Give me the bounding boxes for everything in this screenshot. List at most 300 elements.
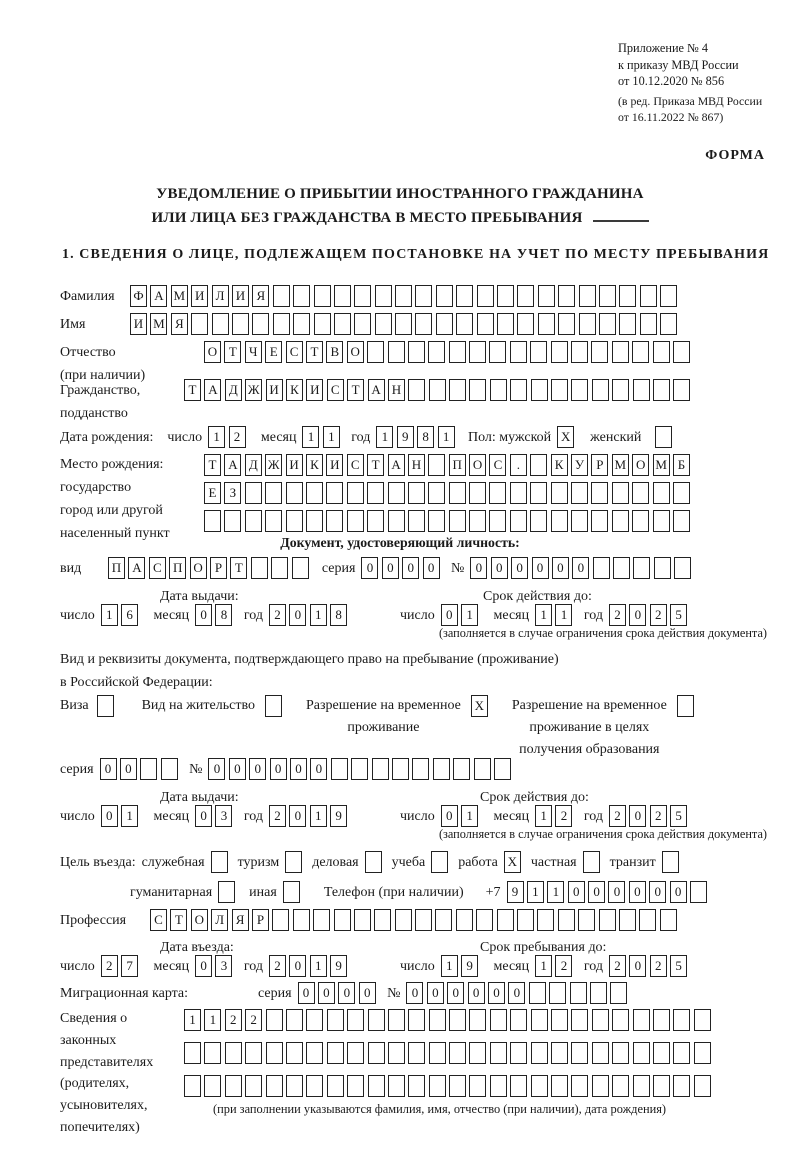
char-cell[interactable]	[673, 1075, 690, 1097]
char-cell[interactable]: А	[368, 379, 385, 401]
char-cell[interactable]	[313, 909, 330, 931]
char-cell[interactable]	[673, 510, 690, 532]
char-cell[interactable]: А	[128, 557, 145, 579]
char-cell[interactable]	[591, 482, 608, 504]
char-cell[interactable]: 0	[588, 881, 605, 903]
char-cell[interactable]	[653, 1009, 670, 1031]
char-cell[interactable]: 1	[441, 955, 458, 977]
char-cell[interactable]	[388, 510, 405, 532]
char-cell[interactable]: 0	[195, 805, 212, 827]
char-cell[interactable]	[579, 313, 596, 335]
char-cell[interactable]	[477, 313, 494, 335]
char-cell[interactable]	[408, 1042, 425, 1064]
char-cell[interactable]	[428, 510, 445, 532]
char-cell[interactable]: 0	[488, 982, 505, 1004]
char-cell[interactable]: 0	[270, 758, 287, 780]
char-cell[interactable]	[510, 1009, 527, 1031]
char-cell[interactable]	[140, 758, 157, 780]
char-cell[interactable]: З	[224, 482, 241, 504]
char-cell[interactable]	[469, 1075, 486, 1097]
char-cell[interactable]	[571, 379, 588, 401]
char-cell[interactable]: 0	[629, 805, 646, 827]
char-cell[interactable]	[591, 341, 608, 363]
residence-permit-checkbox[interactable]	[265, 695, 282, 717]
char-cell[interactable]	[273, 285, 290, 307]
char-cell[interactable]	[306, 1075, 323, 1097]
char-cell[interactable]: 9	[397, 426, 414, 448]
char-cell[interactable]: Я	[232, 909, 249, 931]
char-cell[interactable]	[191, 313, 208, 335]
char-cell[interactable]	[610, 982, 627, 1004]
char-cell[interactable]	[510, 341, 527, 363]
char-cell[interactable]: Р	[252, 909, 269, 931]
char-cell[interactable]: О	[191, 909, 208, 931]
char-cell[interactable]	[632, 510, 649, 532]
char-cell[interactable]: С	[286, 341, 303, 363]
char-cell[interactable]	[690, 881, 707, 903]
char-cell[interactable]: 0	[470, 557, 487, 579]
char-cell[interactable]: Д	[225, 379, 242, 401]
char-cell[interactable]: 2	[269, 805, 286, 827]
char-cell[interactable]	[551, 379, 568, 401]
char-cell[interactable]	[489, 482, 506, 504]
char-cell[interactable]	[372, 758, 389, 780]
char-cell[interactable]	[334, 909, 351, 931]
char-cell[interactable]	[558, 285, 575, 307]
char-cell[interactable]	[375, 285, 392, 307]
char-cell[interactable]	[653, 1075, 670, 1097]
char-cell[interactable]: А	[388, 454, 405, 476]
char-cell[interactable]: 0	[568, 881, 585, 903]
char-cell[interactable]: 0	[511, 557, 528, 579]
char-cell[interactable]	[327, 1042, 344, 1064]
char-cell[interactable]	[204, 510, 221, 532]
char-cell[interactable]: Р	[591, 454, 608, 476]
char-cell[interactable]	[326, 510, 343, 532]
char-cell[interactable]	[374, 909, 391, 931]
char-cell[interactable]	[334, 313, 351, 335]
char-cell[interactable]	[578, 909, 595, 931]
char-cell[interactable]: 8	[330, 604, 347, 626]
char-cell[interactable]	[375, 313, 392, 335]
visa-checkbox[interactable]	[97, 695, 114, 717]
char-cell[interactable]: А	[204, 379, 221, 401]
char-cell[interactable]: Н	[388, 379, 405, 401]
char-cell[interactable]: Т	[306, 341, 323, 363]
char-cell[interactable]	[551, 1075, 568, 1097]
char-cell[interactable]	[184, 1042, 201, 1064]
char-cell[interactable]	[286, 510, 303, 532]
char-cell[interactable]	[653, 510, 670, 532]
char-cell[interactable]: 5	[670, 604, 687, 626]
char-cell[interactable]	[245, 482, 262, 504]
edu-permit-checkbox[interactable]	[677, 695, 694, 717]
char-cell[interactable]	[490, 1042, 507, 1064]
char-cell[interactable]: 1	[184, 1009, 201, 1031]
char-cell[interactable]	[435, 909, 452, 931]
char-cell[interactable]	[306, 482, 323, 504]
char-cell[interactable]	[266, 1009, 283, 1031]
char-cell[interactable]: 0	[491, 557, 508, 579]
char-cell[interactable]: 0	[100, 758, 117, 780]
char-cell[interactable]: Т	[224, 341, 241, 363]
char-cell[interactable]	[306, 510, 323, 532]
char-cell[interactable]	[476, 909, 493, 931]
char-cell[interactable]: И	[266, 379, 283, 401]
char-cell[interactable]	[293, 909, 310, 931]
char-cell[interactable]: .	[510, 454, 527, 476]
char-cell[interactable]	[654, 557, 671, 579]
char-cell[interactable]	[619, 313, 636, 335]
char-cell[interactable]	[429, 379, 446, 401]
char-cell[interactable]: 2	[229, 426, 246, 448]
char-cell[interactable]	[474, 758, 491, 780]
char-cell[interactable]: 6	[121, 604, 138, 626]
char-cell[interactable]	[612, 510, 629, 532]
char-cell[interactable]: А	[150, 285, 167, 307]
char-cell[interactable]	[367, 482, 384, 504]
char-cell[interactable]: 0	[629, 955, 646, 977]
char-cell[interactable]	[456, 285, 473, 307]
char-cell[interactable]	[673, 1042, 690, 1064]
char-cell[interactable]	[314, 285, 331, 307]
char-cell[interactable]	[347, 482, 364, 504]
char-cell[interactable]	[653, 482, 670, 504]
char-cell[interactable]	[449, 482, 466, 504]
char-cell[interactable]	[412, 758, 429, 780]
char-cell[interactable]	[612, 1009, 629, 1031]
char-cell[interactable]	[449, 379, 466, 401]
char-cell[interactable]	[161, 758, 178, 780]
char-cell[interactable]: С	[489, 454, 506, 476]
char-cell[interactable]: 0	[629, 881, 646, 903]
char-cell[interactable]: 0	[298, 982, 315, 1004]
char-cell[interactable]: В	[326, 341, 343, 363]
char-cell[interactable]: 9	[330, 805, 347, 827]
char-cell[interactable]: 0	[382, 557, 399, 579]
char-cell[interactable]	[612, 482, 629, 504]
char-cell[interactable]: И	[326, 454, 343, 476]
char-cell[interactable]	[204, 1042, 221, 1064]
char-cell[interactable]	[571, 341, 588, 363]
char-cell[interactable]: Ч	[245, 341, 262, 363]
char-cell[interactable]	[449, 510, 466, 532]
char-cell[interactable]: Т	[204, 454, 221, 476]
char-cell[interactable]	[570, 982, 587, 1004]
char-cell[interactable]	[633, 379, 650, 401]
char-cell[interactable]	[225, 1042, 242, 1064]
char-cell[interactable]: О	[190, 557, 207, 579]
char-cell[interactable]: У	[571, 454, 588, 476]
char-cell[interactable]: С	[150, 909, 167, 931]
char-cell[interactable]	[273, 313, 290, 335]
char-cell[interactable]: М	[150, 313, 167, 335]
char-cell[interactable]: П	[108, 557, 125, 579]
sex-female-checkbox[interactable]	[655, 426, 672, 448]
char-cell[interactable]	[326, 482, 343, 504]
char-cell[interactable]	[286, 482, 303, 504]
char-cell[interactable]	[306, 1009, 323, 1031]
char-cell[interactable]: К	[286, 379, 303, 401]
char-cell[interactable]	[266, 1075, 283, 1097]
char-cell[interactable]	[415, 313, 432, 335]
char-cell[interactable]	[469, 1009, 486, 1031]
char-cell[interactable]: 3	[215, 955, 232, 977]
char-cell[interactable]	[225, 1075, 242, 1097]
char-cell[interactable]	[408, 379, 425, 401]
char-cell[interactable]	[673, 482, 690, 504]
char-cell[interactable]: 1	[101, 604, 118, 626]
char-cell[interactable]: С	[327, 379, 344, 401]
char-cell[interactable]	[327, 1009, 344, 1031]
char-cell[interactable]	[489, 510, 506, 532]
char-cell[interactable]	[599, 909, 616, 931]
char-cell[interactable]	[510, 510, 527, 532]
char-cell[interactable]: 0	[195, 955, 212, 977]
char-cell[interactable]	[674, 557, 691, 579]
char-cell[interactable]: 8	[215, 604, 232, 626]
char-cell[interactable]	[469, 379, 486, 401]
char-cell[interactable]	[590, 982, 607, 1004]
char-cell[interactable]	[632, 482, 649, 504]
char-cell[interactable]	[537, 909, 554, 931]
char-cell[interactable]	[286, 1075, 303, 1097]
char-cell[interactable]	[395, 313, 412, 335]
char-cell[interactable]	[510, 1042, 527, 1064]
char-cell[interactable]	[579, 285, 596, 307]
char-cell[interactable]	[272, 909, 289, 931]
char-cell[interactable]	[660, 909, 677, 931]
char-cell[interactable]: 0	[427, 982, 444, 1004]
purpose-tourism-checkbox[interactable]	[285, 851, 302, 873]
char-cell[interactable]	[639, 909, 656, 931]
char-cell[interactable]: М	[612, 454, 629, 476]
char-cell[interactable]: Р	[210, 557, 227, 579]
char-cell[interactable]	[224, 510, 241, 532]
char-cell[interactable]	[510, 1075, 527, 1097]
char-cell[interactable]	[184, 1075, 201, 1097]
char-cell[interactable]: 1	[121, 805, 138, 827]
char-cell[interactable]	[449, 1075, 466, 1097]
char-cell[interactable]	[612, 1042, 629, 1064]
char-cell[interactable]	[551, 482, 568, 504]
char-cell[interactable]: П	[169, 557, 186, 579]
char-cell[interactable]	[517, 285, 534, 307]
char-cell[interactable]	[619, 285, 636, 307]
char-cell[interactable]	[477, 285, 494, 307]
char-cell[interactable]: 2	[245, 1009, 262, 1031]
char-cell[interactable]	[551, 1042, 568, 1064]
purpose-humanitarian-checkbox[interactable]	[218, 881, 235, 903]
char-cell[interactable]	[245, 1042, 262, 1064]
char-cell[interactable]: 5	[670, 805, 687, 827]
char-cell[interactable]	[571, 1042, 588, 1064]
char-cell[interactable]	[251, 557, 268, 579]
char-cell[interactable]	[591, 510, 608, 532]
temp-permit-checkbox[interactable]: X	[471, 695, 488, 717]
char-cell[interactable]: Т	[170, 909, 187, 931]
char-cell[interactable]: 7	[121, 955, 138, 977]
char-cell[interactable]: 2	[225, 1009, 242, 1031]
char-cell[interactable]: 2	[609, 955, 626, 977]
char-cell[interactable]	[469, 510, 486, 532]
char-cell[interactable]: 1	[323, 426, 340, 448]
purpose-study-checkbox[interactable]	[431, 851, 448, 873]
char-cell[interactable]: Л	[212, 285, 229, 307]
char-cell[interactable]: 9	[330, 955, 347, 977]
char-cell[interactable]: Е	[265, 341, 282, 363]
char-cell[interactable]: 1	[376, 426, 393, 448]
char-cell[interactable]	[428, 454, 445, 476]
char-cell[interactable]: 0	[629, 604, 646, 626]
char-cell[interactable]	[497, 313, 514, 335]
char-cell[interactable]	[551, 341, 568, 363]
char-cell[interactable]	[367, 341, 384, 363]
char-cell[interactable]	[347, 1075, 364, 1097]
char-cell[interactable]	[529, 982, 546, 1004]
char-cell[interactable]	[531, 379, 548, 401]
char-cell[interactable]	[395, 909, 412, 931]
char-cell[interactable]: Т	[184, 379, 201, 401]
char-cell[interactable]: 1	[535, 805, 552, 827]
char-cell[interactable]	[436, 313, 453, 335]
char-cell[interactable]	[640, 313, 657, 335]
char-cell[interactable]	[449, 1009, 466, 1031]
char-cell[interactable]	[265, 510, 282, 532]
char-cell[interactable]: 0	[441, 604, 458, 626]
char-cell[interactable]	[327, 1075, 344, 1097]
char-cell[interactable]: 2	[555, 955, 572, 977]
char-cell[interactable]: 0	[338, 982, 355, 1004]
char-cell[interactable]: И	[306, 379, 323, 401]
char-cell[interactable]	[293, 313, 310, 335]
char-cell[interactable]: 1	[208, 426, 225, 448]
purpose-other-checkbox[interactable]	[283, 881, 300, 903]
char-cell[interactable]	[368, 1009, 385, 1031]
char-cell[interactable]: М	[653, 454, 670, 476]
char-cell[interactable]	[538, 285, 555, 307]
char-cell[interactable]: О	[347, 341, 364, 363]
char-cell[interactable]	[531, 1009, 548, 1031]
char-cell[interactable]: 8	[417, 426, 434, 448]
char-cell[interactable]	[408, 1075, 425, 1097]
char-cell[interactable]	[571, 510, 588, 532]
char-cell[interactable]	[334, 285, 351, 307]
char-cell[interactable]: И	[232, 285, 249, 307]
char-cell[interactable]	[531, 1042, 548, 1064]
char-cell[interactable]: 0	[508, 982, 525, 1004]
purpose-private-checkbox[interactable]	[583, 851, 600, 873]
char-cell[interactable]: Я	[252, 285, 269, 307]
char-cell[interactable]: 0	[310, 758, 327, 780]
char-cell[interactable]	[354, 285, 371, 307]
char-cell[interactable]	[694, 1042, 711, 1064]
char-cell[interactable]: 1	[555, 604, 572, 626]
char-cell[interactable]	[415, 909, 432, 931]
char-cell[interactable]: 2	[101, 955, 118, 977]
char-cell[interactable]: 0	[447, 982, 464, 1004]
char-cell[interactable]	[640, 285, 657, 307]
char-cell[interactable]	[368, 1042, 385, 1064]
char-cell[interactable]	[558, 909, 575, 931]
char-cell[interactable]: 1	[310, 805, 327, 827]
char-cell[interactable]: 0	[532, 557, 549, 579]
char-cell[interactable]: 1	[527, 881, 544, 903]
char-cell[interactable]	[331, 758, 348, 780]
char-cell[interactable]	[613, 557, 630, 579]
char-cell[interactable]: 0	[552, 557, 569, 579]
char-cell[interactable]	[489, 341, 506, 363]
char-cell[interactable]	[633, 1042, 650, 1064]
char-cell[interactable]	[388, 482, 405, 504]
char-cell[interactable]: 1	[461, 805, 478, 827]
char-cell[interactable]: 2	[650, 805, 667, 827]
char-cell[interactable]: 0	[406, 982, 423, 1004]
char-cell[interactable]: 0	[402, 557, 419, 579]
char-cell[interactable]	[673, 1009, 690, 1031]
char-cell[interactable]: Т	[347, 379, 364, 401]
char-cell[interactable]	[558, 313, 575, 335]
char-cell[interactable]: О	[469, 454, 486, 476]
char-cell[interactable]	[347, 510, 364, 532]
char-cell[interactable]	[592, 1042, 609, 1064]
char-cell[interactable]	[456, 909, 473, 931]
char-cell[interactable]	[347, 1042, 364, 1064]
char-cell[interactable]	[232, 313, 249, 335]
char-cell[interactable]: О	[204, 341, 221, 363]
char-cell[interactable]	[408, 1009, 425, 1031]
char-cell[interactable]	[347, 1009, 364, 1031]
char-cell[interactable]	[252, 313, 269, 335]
char-cell[interactable]	[592, 1075, 609, 1097]
char-cell[interactable]	[368, 1075, 385, 1097]
char-cell[interactable]	[551, 510, 568, 532]
char-cell[interactable]: 0	[441, 805, 458, 827]
char-cell[interactable]	[293, 285, 310, 307]
char-cell[interactable]	[530, 341, 547, 363]
char-cell[interactable]	[266, 1042, 283, 1064]
char-cell[interactable]	[245, 1075, 262, 1097]
char-cell[interactable]: 0	[359, 982, 376, 1004]
char-cell[interactable]	[517, 313, 534, 335]
char-cell[interactable]	[314, 313, 331, 335]
char-cell[interactable]	[571, 1009, 588, 1031]
char-cell[interactable]: 0	[249, 758, 266, 780]
char-cell[interactable]	[428, 341, 445, 363]
purpose-commercial-checkbox[interactable]	[365, 851, 382, 873]
char-cell[interactable]: 1	[547, 881, 564, 903]
char-cell[interactable]	[436, 285, 453, 307]
char-cell[interactable]: 0	[670, 881, 687, 903]
char-cell[interactable]	[592, 379, 609, 401]
char-cell[interactable]	[612, 379, 629, 401]
char-cell[interactable]: 0	[318, 982, 335, 1004]
char-cell[interactable]	[354, 313, 371, 335]
char-cell[interactable]	[599, 313, 616, 335]
char-cell[interactable]	[612, 1075, 629, 1097]
char-cell[interactable]	[433, 758, 450, 780]
char-cell[interactable]: Б	[673, 454, 690, 476]
char-cell[interactable]	[428, 482, 445, 504]
char-cell[interactable]	[415, 285, 432, 307]
char-cell[interactable]	[388, 1009, 405, 1031]
char-cell[interactable]	[286, 1009, 303, 1031]
char-cell[interactable]: 2	[650, 955, 667, 977]
char-cell[interactable]	[388, 341, 405, 363]
char-cell[interactable]	[469, 341, 486, 363]
char-cell[interactable]	[660, 285, 677, 307]
char-cell[interactable]	[388, 1075, 405, 1097]
